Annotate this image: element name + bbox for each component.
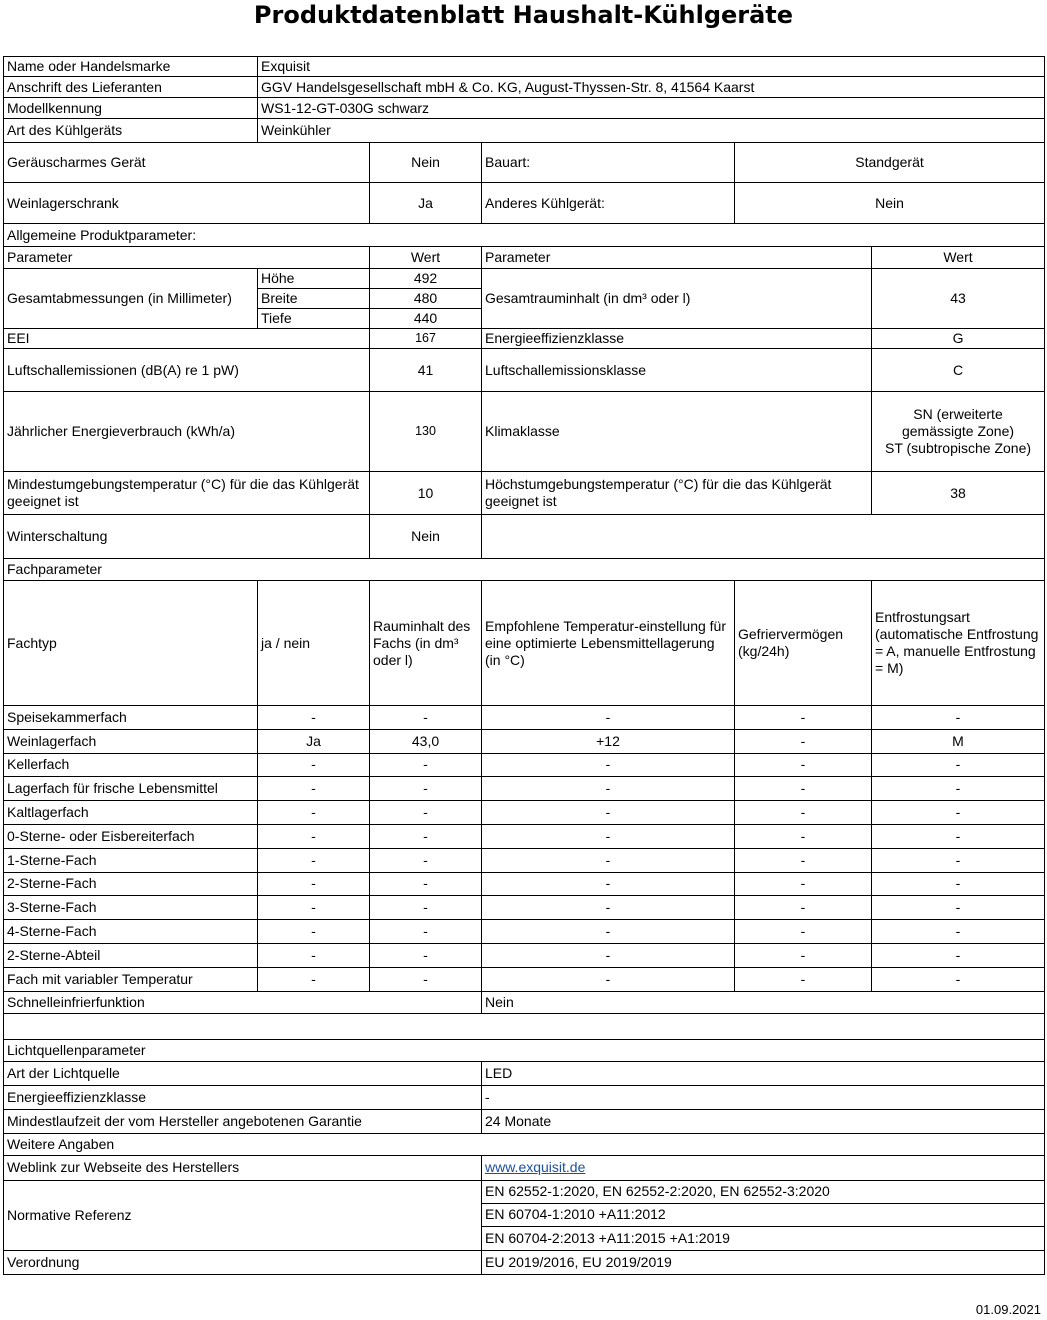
- weblink-cell: [482, 1155, 1045, 1180]
- row-brand: [4, 57, 1045, 77]
- supplier-label: Anschrift des Lieferanten: [4, 77, 258, 98]
- compartment-row: [4, 872, 1045, 896]
- appliance-type-value: Weinkühler: [258, 119, 1045, 143]
- compartment-defrost: -: [872, 848, 1045, 872]
- annual-energy-value: 130: [370, 392, 482, 472]
- climate-line-3: ST (subtropische Zone): [884, 440, 1032, 456]
- compartment-yes-no: -: [258, 777, 370, 801]
- compartment-freezing: -: [735, 943, 872, 967]
- page-title: Produktdatenblatt Haushalt-Kühlgeräte: [253, 1, 794, 29]
- annual-energy-label: Jährlicher Energieverbrauch (kWh/a): [4, 392, 370, 472]
- row-noise: [4, 349, 1045, 392]
- volume-label: Gesamtrauminhalt (in dm³ oder l): [482, 269, 872, 329]
- fast-freeze-value: Nein: [482, 991, 1045, 1013]
- header-recommended-temp: Empfohlene Temperatur-einstellung für eine optimierte Lebensmittellagerung (in °C): [482, 581, 735, 706]
- compartment-row: [4, 848, 1045, 872]
- dims-label: Gesamtabmessungen (in Millimeter): [4, 269, 258, 329]
- max-temp-value: 38: [872, 472, 1045, 515]
- eei-label: EEI: [4, 329, 370, 349]
- compartment-volume: -: [370, 896, 482, 920]
- document-date: 01.09.2021: [975, 1302, 1041, 1317]
- norm-value-2: EN 60704-1:2010 +A11:2012: [482, 1203, 1045, 1226]
- depth-value: 440: [370, 309, 482, 329]
- other-appliance-value: Nein: [735, 183, 1045, 224]
- compartment-volume: -: [370, 777, 482, 801]
- compartment-defrost: -: [872, 896, 1045, 920]
- light-type-value: LED: [482, 1061, 1045, 1085]
- spacer-cell: [4, 1013, 1045, 1039]
- noise-class-label: Luftschallemissionsklasse: [482, 349, 872, 392]
- compartment-yes-no: -: [258, 824, 370, 848]
- row-appliance-type: [4, 119, 1045, 143]
- regulation-label: Verordnung: [4, 1250, 482, 1274]
- compartment-volume: -: [370, 872, 482, 896]
- quiet-label: Geräuscharmes Gerät: [4, 143, 370, 183]
- row-light-class: [4, 1085, 1045, 1109]
- height-value: 492: [370, 269, 482, 289]
- row-weblink: [4, 1155, 1045, 1180]
- compartment-temp: +12: [482, 729, 735, 753]
- compartment-type: Kaltlagerfach: [4, 801, 258, 825]
- compartment-yes-no: -: [258, 872, 370, 896]
- row-general-header: [4, 247, 1045, 269]
- row-supplier: [4, 77, 1045, 98]
- compartment-freezing: -: [735, 872, 872, 896]
- energy-class-label: Energieeffizienzklasse: [482, 329, 872, 349]
- row-spacer: [4, 1013, 1045, 1039]
- compartment-row: [4, 753, 1045, 777]
- compartment-temp: -: [482, 777, 735, 801]
- compartment-freezing: -: [735, 848, 872, 872]
- compartment-yes-no: -: [258, 801, 370, 825]
- supplier-value: GGV Handelsgesellschaft mbH & Co. KG, August-Thyssen-Str. 8, 41564 Kaarst: [258, 77, 1045, 98]
- compartment-row: [4, 824, 1045, 848]
- quiet-value: Nein: [370, 143, 482, 183]
- weblink-label: Weblink zur Webseite des Herstellers: [4, 1155, 482, 1180]
- header-defrost-type: Entfrostungsart (automatische Entfrostung = A, manuelle Entfrostung = M): [872, 581, 1045, 706]
- norm-label: Normative Referenz: [4, 1180, 482, 1250]
- compartment-temp: -: [482, 753, 735, 777]
- compartment-temp: -: [482, 943, 735, 967]
- compartment-temp: -: [482, 824, 735, 848]
- light-type-label: Art der Lichtquelle: [4, 1061, 482, 1085]
- compartment-volume: -: [370, 824, 482, 848]
- brand-label: Name oder Handelsmarke: [4, 57, 258, 77]
- compartment-volume: -: [370, 801, 482, 825]
- weblink[interactable]: www.exquisit.de: [485, 1159, 586, 1176]
- light-section-title: Lichtquellenparameter: [4, 1039, 1045, 1061]
- width-value: 480: [370, 289, 482, 309]
- compartment-section-title: Fachparameter: [4, 559, 1045, 581]
- climate-class-label: Klimaklasse: [482, 392, 872, 472]
- row-further-section: [4, 1133, 1045, 1155]
- compartment-type: 2-Sterne-Abteil: [4, 943, 258, 967]
- winter-empty: [482, 515, 1045, 559]
- row-general-section: [4, 224, 1045, 247]
- depth-label: Tiefe: [258, 309, 370, 329]
- climate-line-2: gemässigte Zone): [901, 423, 1015, 439]
- regulation-value: EU 2019/2016, EU 2019/2019: [482, 1250, 1045, 1274]
- norm-value-1: EN 62552-1:2020, EN 62552-2:2020, EN 62552-3:2020: [482, 1180, 1045, 1203]
- noise-value: 41: [370, 349, 482, 392]
- eei-value: 167: [370, 329, 482, 349]
- compartment-temp: -: [482, 920, 735, 944]
- row-compartment-header: [4, 581, 1045, 706]
- compartment-yes-no: -: [258, 943, 370, 967]
- row-model: [4, 98, 1045, 119]
- value-header: Wert: [370, 247, 482, 269]
- noise-class-value: C: [872, 349, 1045, 392]
- warranty-value: 24 Monate: [482, 1109, 1045, 1133]
- light-class-label: Energieeffizienzklasse: [4, 1085, 482, 1109]
- wine-cabinet-label: Weinlagerschrank: [4, 183, 370, 224]
- compartment-temp: -: [482, 967, 735, 991]
- row-norm-1: [4, 1180, 1045, 1203]
- compartment-temp: -: [482, 848, 735, 872]
- compartment-volume: -: [370, 967, 482, 991]
- winter-label: Winterschaltung: [4, 515, 370, 559]
- compartment-yes-no: -: [258, 848, 370, 872]
- compartment-freezing: -: [735, 896, 872, 920]
- compartment-temp: -: [482, 801, 735, 825]
- further-section-title: Weitere Angaben: [4, 1133, 1045, 1155]
- compartment-type: 0-Sterne- oder Eisbereiterfach: [4, 824, 258, 848]
- max-temp-label: Höchstumgebungstemperatur (°C) für die das Kühlgerät geeignet ist: [482, 472, 872, 515]
- compartment-row: [4, 801, 1045, 825]
- compartment-type: 4-Sterne-Fach: [4, 920, 258, 944]
- compartment-volume: -: [370, 920, 482, 944]
- climate-line-1: SN (erweiterte: [913, 406, 1003, 422]
- general-section-title: Allgemeine Produktparameter:: [4, 224, 1045, 247]
- compartment-type: 3-Sterne-Fach: [4, 896, 258, 920]
- row-warranty: [4, 1109, 1045, 1133]
- compartment-row: [4, 943, 1045, 967]
- row-light-section: [4, 1039, 1045, 1061]
- product-data-sheet: [3, 56, 1045, 1275]
- compartment-type: Weinlagerfach: [4, 729, 258, 753]
- compartment-row: [4, 920, 1045, 944]
- compartment-defrost: -: [872, 801, 1045, 825]
- compartment-volume: -: [370, 706, 482, 730]
- compartment-freezing: -: [735, 967, 872, 991]
- model-value: WS1-12-GT-030G schwarz: [258, 98, 1045, 119]
- param-header-2: Parameter: [482, 247, 872, 269]
- compartment-freezing: -: [735, 729, 872, 753]
- warranty-label: Mindestlaufzeit der vom Hersteller angebotenen Garantie: [4, 1109, 482, 1133]
- compartment-defrost: -: [872, 777, 1045, 801]
- row-dims-height: [4, 269, 1045, 289]
- row-ambient-temp: [4, 472, 1045, 515]
- compartment-volume: -: [370, 753, 482, 777]
- compartment-yes-no: -: [258, 753, 370, 777]
- row-eei: [4, 329, 1045, 349]
- compartment-type: Kellerfach: [4, 753, 258, 777]
- compartment-freezing: -: [735, 777, 872, 801]
- compartment-defrost: -: [872, 872, 1045, 896]
- value-header-2: Wert: [872, 247, 1045, 269]
- appliance-type-label: Art des Kühlgeräts: [4, 119, 258, 143]
- design-label: Bauart:: [482, 143, 735, 183]
- norm-value-3: EN 60704-2:2013 +A11:2015 +A1:2019: [482, 1226, 1045, 1250]
- width-label: Breite: [258, 289, 370, 309]
- compartment-defrost: -: [872, 920, 1045, 944]
- compartment-defrost: -: [872, 706, 1045, 730]
- other-appliance-label: Anderes Kühlgerät:: [482, 183, 735, 224]
- row-light-type: [4, 1061, 1045, 1085]
- header-compartment-type: Fachtyp: [4, 581, 258, 706]
- climate-class-value: [872, 392, 1045, 472]
- height-label: Höhe: [258, 269, 370, 289]
- winter-value: Nein: [370, 515, 482, 559]
- row-quiet: [4, 143, 1045, 183]
- design-value: Standgerät: [735, 143, 1045, 183]
- row-regulation: [4, 1250, 1045, 1274]
- compartment-freezing: -: [735, 706, 872, 730]
- noise-label: Luftschallemissionen (dB(A) re 1 pW): [4, 349, 370, 392]
- compartment-defrost: -: [872, 967, 1045, 991]
- light-class-value: -: [482, 1085, 1045, 1109]
- brand-value: Exquisit: [258, 57, 1045, 77]
- compartment-freezing: -: [735, 824, 872, 848]
- compartment-defrost: -: [872, 753, 1045, 777]
- header-yes-no: ja / nein: [258, 581, 370, 706]
- compartment-volume: 43,0: [370, 729, 482, 753]
- compartment-type: Lagerfach für frische Lebensmittel: [4, 777, 258, 801]
- compartment-temp: -: [482, 872, 735, 896]
- fast-freeze-label: Schnelleinfrierfunktion: [4, 991, 482, 1013]
- min-temp-value: 10: [370, 472, 482, 515]
- compartment-row: [4, 777, 1045, 801]
- compartment-freezing: -: [735, 801, 872, 825]
- compartment-yes-no: -: [258, 920, 370, 944]
- compartment-yes-no: -: [258, 896, 370, 920]
- compartment-defrost: -: [872, 824, 1045, 848]
- compartment-type: 2-Sterne-Fach: [4, 872, 258, 896]
- row-fast-freeze: [4, 991, 1045, 1013]
- header-volume: Rauminhalt des Fachs (in dm³ oder l): [370, 581, 482, 706]
- compartment-row: [4, 967, 1045, 991]
- compartment-defrost: M: [872, 729, 1045, 753]
- row-annual-energy: [4, 392, 1045, 472]
- energy-class-value: G: [872, 329, 1045, 349]
- compartment-row: [4, 729, 1045, 753]
- wine-cabinet-value: Ja: [370, 183, 482, 224]
- compartment-defrost: -: [872, 943, 1045, 967]
- compartment-yes-no: Ja: [258, 729, 370, 753]
- header-freezing-capacity: Gefriervermögen (kg/24h): [735, 581, 872, 706]
- compartment-type: 1-Sterne-Fach: [4, 848, 258, 872]
- compartment-volume: -: [370, 848, 482, 872]
- compartment-yes-no: -: [258, 967, 370, 991]
- param-header: Parameter: [4, 247, 370, 269]
- compartment-row: [4, 706, 1045, 730]
- compartment-volume: -: [370, 943, 482, 967]
- compartment-yes-no: -: [258, 706, 370, 730]
- compartment-rows: [4, 706, 1045, 992]
- compartment-freezing: -: [735, 753, 872, 777]
- compartment-type: Fach mit variabler Temperatur: [4, 967, 258, 991]
- compartment-row: [4, 896, 1045, 920]
- row-wine-cabinet: [4, 183, 1045, 224]
- row-winter: [4, 515, 1045, 559]
- compartment-freezing: -: [735, 920, 872, 944]
- model-label: Modellkennung: [4, 98, 258, 119]
- row-compartment-section: [4, 559, 1045, 581]
- compartment-temp: -: [482, 706, 735, 730]
- volume-value: 43: [872, 269, 1045, 329]
- compartment-type: Speisekammerfach: [4, 706, 258, 730]
- min-temp-label: Mindestumgebungstemperatur (°C) für die das Kühlgerät geeignet ist: [4, 472, 370, 515]
- compartment-temp: -: [482, 896, 735, 920]
